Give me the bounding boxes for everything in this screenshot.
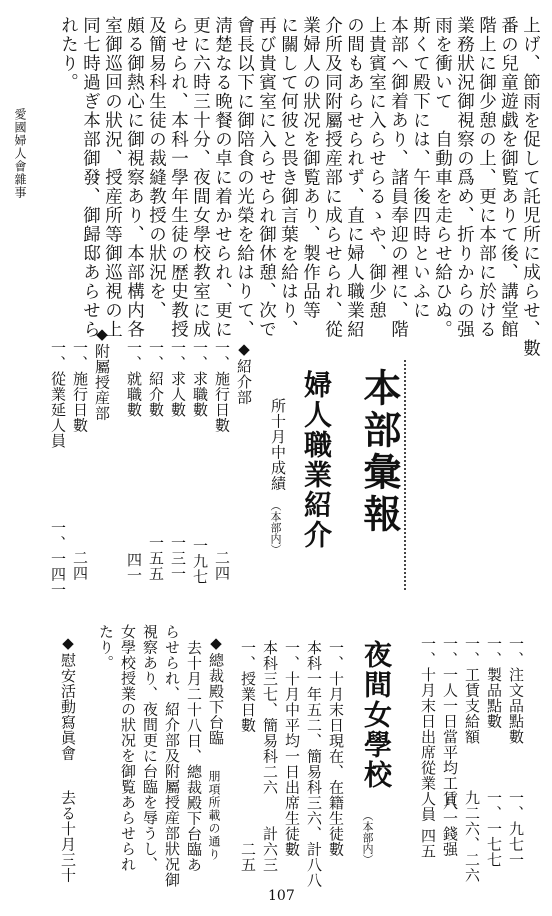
yakan-item-5: 一、授業日數 二五: [239, 640, 257, 873]
ian-head: ◆慰安活動寫眞會: [59, 634, 77, 761]
shokai-head: ◆紹介部: [235, 340, 253, 405]
order-item-label-1: 一、注文品點數: [507, 636, 525, 745]
shokai-item-label-2: 一、求職數: [191, 340, 209, 418]
top-line-15: 淸楚なる晩餐の卓に着かせられ、更に: [212, 16, 233, 339]
top-line-8: 上貴賓室に入らせらるゝや、御少憩: [366, 16, 387, 320]
order-item-value-1: 一、九七一: [507, 790, 525, 868]
yakan-item-3: 一、十月中平均一日出席生徒數: [283, 640, 301, 857]
title-divider: [404, 360, 406, 590]
shokai-item-value-4: 一五五: [147, 535, 165, 582]
sosai-head: ◆總裁殿下台臨: [207, 634, 225, 746]
shokai-item-label-5: 一、就職數: [125, 340, 143, 418]
yakan-note: （本部内）: [361, 810, 374, 865]
top-line-6: 斯くて殿下には、午後四時といふに: [410, 16, 431, 320]
yakan-item-1: 一、十月末日現在、在籍生徒數: [327, 640, 345, 857]
shokai-item-label-1: 一、施行日數: [213, 340, 231, 433]
order-item-label-3: 一、工賃支給額: [463, 636, 481, 745]
top-line-4: 業務狀況御視察の爲め、折りからの强: [454, 16, 475, 339]
shokai-item-value-3: 一三一: [169, 535, 187, 582]
sosai-line-3: 視察あり、夜間更に台臨を辱うし、: [141, 624, 159, 872]
top-line-12: に關して何彼と畏き御言葉を給はり、: [278, 16, 299, 339]
top-line-13: 再び貴賓室に入らせられ御休憩、次で: [256, 16, 277, 339]
running-head: 愛國婦人會雜事: [13, 108, 27, 199]
top-line-18: 及簡易科生徒の裁縫教授の狀況を、: [146, 16, 167, 320]
order-item-label-2: 一、製品點數: [485, 636, 503, 729]
ian-text: 去る十月三十: [59, 790, 77, 883]
sosai-line-2: らせられ、紹介部及附屬授産部狀况御: [163, 624, 181, 888]
top-line-17: らせられ、本科一學年生徒の歴史教授: [168, 16, 189, 339]
shokai-item-label-4: 一、紹介數: [147, 340, 165, 418]
order-item-value-2: 一、一七七: [485, 790, 503, 868]
top-line-3: 階上に御少憩の上、更に本部に於ける: [476, 16, 497, 339]
fuzoku-item-value-1: 二四: [71, 550, 89, 581]
yakan-item-4: 本科三七、簡易科二六 計六三: [261, 640, 279, 873]
top-line-20: 室御巡回の狀況、授産所等御巡視の上: [102, 16, 123, 339]
top-line-14: 會長以下に御陪食の光榮を給はりて、: [234, 16, 255, 339]
shokai-item-label-3: 一、求人數: [169, 340, 187, 418]
fujin-title: 婦人職業紹介: [300, 370, 333, 550]
order-item-label-5: 一、十月末日出席從業人員: [419, 636, 437, 822]
top-line-16: 更に六時三十分、夜間女學校教室に成: [190, 16, 211, 339]
top-line-1: 上げ、節雨を促して託児所に成らせ、數: [520, 16, 541, 358]
sosai-line-4: 女學校授業の狀况を御覧あらせられ: [119, 624, 137, 872]
shokai-item-value-2: 一九七: [191, 538, 209, 585]
top-line-10: 介所及同附屬授産部に成らせられ、從: [322, 16, 343, 339]
top-line-2: 番の兒童遊戯を御覧ありて後、講堂館: [498, 16, 519, 339]
page-number: 107: [268, 888, 295, 904]
sosai-prev: 朋項所載の通り: [207, 770, 221, 861]
honbu-title: 本部彙報: [357, 368, 402, 536]
order-item-value-5: 四五: [419, 828, 437, 859]
sosai-line-1: 去十月二十八日、總裁殿下台臨あ: [185, 640, 203, 873]
top-line-11: 業婦人の狀况を御覧あり、製作品等: [300, 16, 321, 320]
top-line-22: れたり。: [58, 16, 79, 92]
order-item-value-4: 八一錢强: [441, 795, 459, 857]
fuzoku-head: ◆附屬授産部: [93, 325, 111, 421]
top-line-19: 頗る御熱心に御視察あり、本部構内各: [124, 16, 145, 339]
order-item-label-4: 一、一人一日當平均工賃: [441, 636, 459, 807]
top-line-9: の間もあらせられず、直に婦人職業紹: [344, 16, 365, 339]
top-line-7: 本部へ御着あり、諸員奉迎の裡に、階: [388, 16, 409, 339]
sosai-line-5: たり。: [97, 624, 115, 671]
order-item-value-3: 九二六、二六: [463, 790, 481, 883]
top-line-5: 雨を衝いて 自動車を走らせ給ひぬ。: [432, 16, 453, 339]
yakan-item-2: 本科一年五二、簡易科三六、計八八: [305, 640, 323, 888]
fujin-sub-note: （本部内）: [269, 500, 282, 555]
fuzoku-item-label-2: 一、從業延人員: [49, 340, 67, 449]
shokai-item-value-5: 四一: [125, 552, 143, 583]
fuzoku-item-label-1: 一、施行日數: [71, 340, 89, 433]
shokai-item-value-1: 二四: [213, 550, 231, 581]
fujin-subtitle: 所十月中成績: [269, 398, 287, 491]
fuzoku-item-value-2: 一、一四一: [49, 520, 67, 598]
top-line-21: 同七時過ぎ本部御發、御歸邸あらせら: [80, 16, 101, 339]
yakan-title: 夜間女學校: [360, 640, 393, 790]
